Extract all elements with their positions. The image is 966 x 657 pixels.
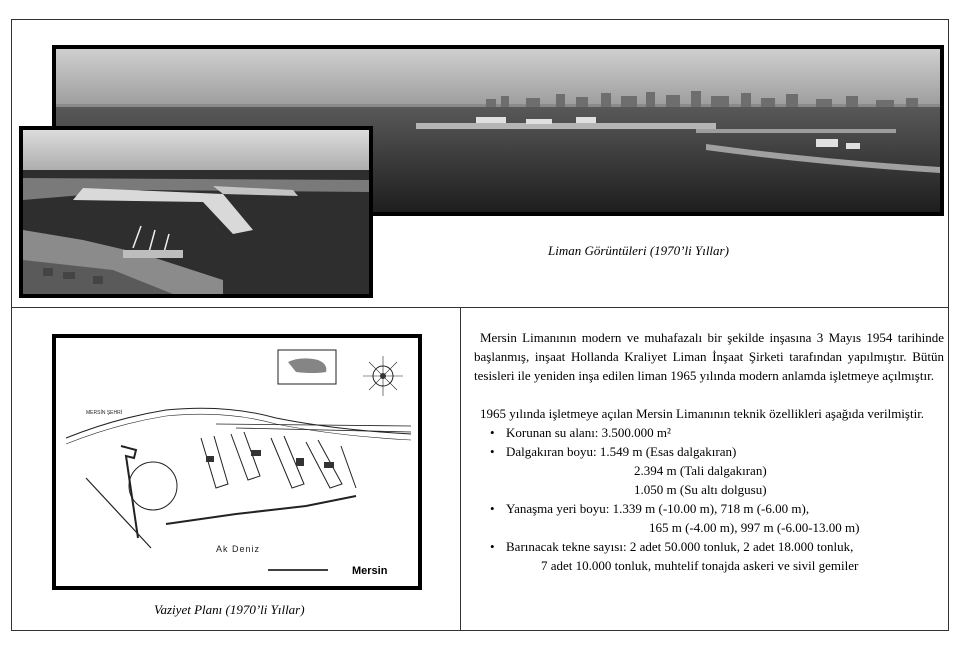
bullet-icon: • bbox=[490, 425, 495, 440]
district-label: MERSİN ŞEHRİ bbox=[86, 410, 123, 416]
city-label: Mersin bbox=[352, 565, 388, 577]
breakwater-spec-secondary: 2.394 m (Tali dalgakıran) bbox=[634, 463, 767, 478]
breakwater-spec: Dalgakıran boyu: 1.549 m (Esas dalgakıran) bbox=[506, 444, 737, 459]
bullet-icon: • bbox=[490, 501, 495, 516]
berth-length-spec-cont: 165 m (-4.00 m), 997 m (-6.00-13.00 m) bbox=[649, 520, 860, 535]
harbor-photos-caption: Liman Görüntüleri (1970’li Yıllar) bbox=[548, 243, 729, 258]
vessel-capacity-spec-cont: 7 adet 10.000 tonluk, muhtelif tonajda askeri ve sivil gemiler bbox=[541, 558, 859, 573]
vessel-capacity-spec: Barınacak tekne sayısı: 2 adet 50.000 tonluk, 2 adet 18.000 tonluk, bbox=[506, 539, 854, 554]
site-plan-map bbox=[52, 334, 422, 590]
protected-area-spec: Korunan su alanı: 3.500.000 m² bbox=[506, 425, 671, 440]
column-divider bbox=[460, 307, 461, 631]
history-paragraph: Mersin Limanının modern ve muhafazalı bir şekilde inşasına 3 Mayıs 1954 tarihinde başlanmış, inşaat Hollanda Kraliyet Liman İnşaat Şirketi tarafından yapılmıştır. Bütün tesisleri ile yeniden inşa edilen liman 1965 yılında modern anlamda işletmeye açılmıştır. bbox=[474, 330, 944, 383]
list-item bbox=[474, 423, 944, 442]
list-item bbox=[474, 499, 944, 537]
bullet-icon: • bbox=[490, 444, 495, 459]
port-description bbox=[474, 328, 944, 575]
harbor-aerial-photo bbox=[19, 126, 373, 298]
berth-length-spec: Yanaşma yeri boyu: 1.339 m (-10.00 m), 718 m (-6.00 m), bbox=[506, 501, 810, 516]
breakwater-spec-underwater: 1.050 m (Su altı dolgusu) bbox=[634, 482, 767, 497]
technical-specs-list bbox=[474, 423, 944, 575]
bullet-icon: • bbox=[490, 539, 495, 554]
list-item bbox=[474, 537, 944, 575]
specs-intro-paragraph: 1965 yılında işletmeye açılan Mersin Limanının teknik özellikleri aşağıda verilmiştir. bbox=[480, 406, 925, 421]
row-divider bbox=[11, 307, 949, 308]
site-plan-caption: Vaziyet Planı (1970’li Yıllar) bbox=[154, 602, 305, 617]
sea-label: Ak Deniz bbox=[216, 544, 261, 554]
list-item bbox=[474, 442, 944, 499]
